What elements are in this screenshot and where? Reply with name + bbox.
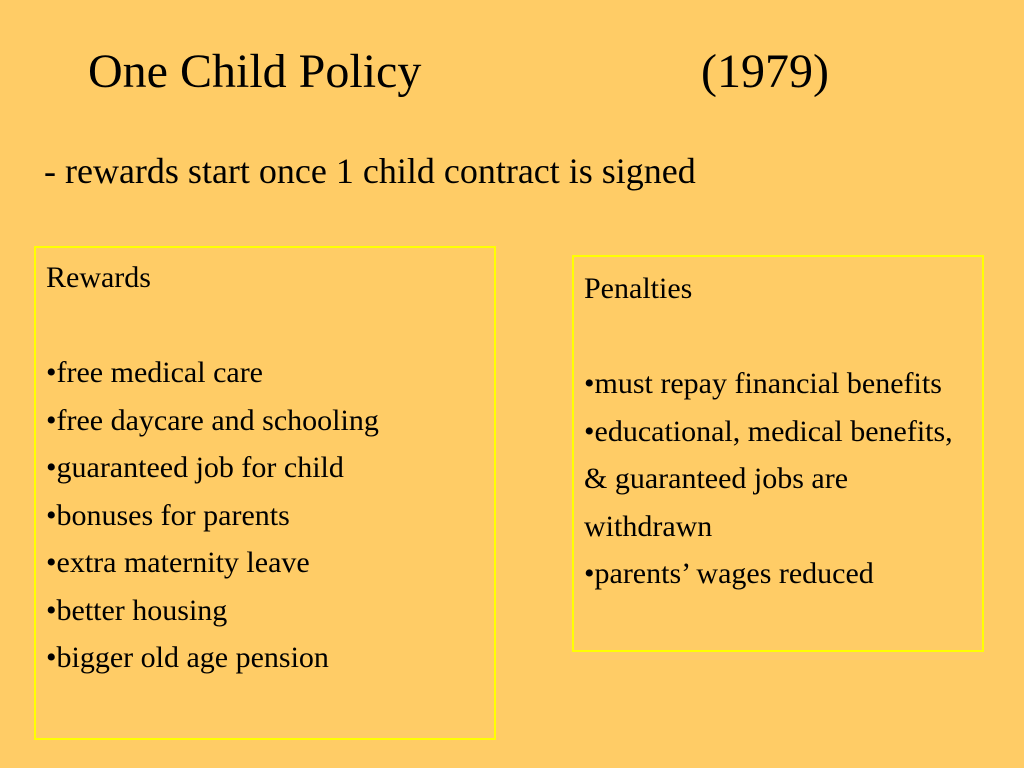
rewards-item: •free medical care: [46, 356, 264, 389]
rewards-item: •better housing: [46, 593, 228, 627]
penalties-heading: Penalties: [584, 272, 693, 305]
penalties-box: [572, 255, 984, 652]
rewards-item: •bigger old age pension: [46, 641, 329, 674]
slide-title: One Child Policy: [88, 45, 422, 98]
penalties-spacer: [584, 313, 972, 361]
rewards-item: •guaranteed job for child: [46, 451, 344, 484]
rewards-item: •extra maternity leave: [46, 546, 310, 579]
rewards-item: •free daycare and schooling: [46, 403, 379, 437]
slide-year: (1979): [701, 45, 829, 98]
rewards-box: [34, 246, 496, 740]
rewards-item: •bonuses for parents: [46, 498, 290, 532]
rewards-spacer: [46, 302, 484, 350]
penalties-item: •parents’ wages reduced: [584, 557, 874, 590]
slide-subtitle: - rewards start once 1 child contract is signed: [44, 151, 696, 191]
penalties-item: •educational, medical benefits, & guaranteed jobs are withdrawn: [584, 414, 953, 543]
rewards-heading: Rewards: [46, 261, 151, 294]
penalties-item: •must repay financial benefits: [584, 367, 942, 400]
